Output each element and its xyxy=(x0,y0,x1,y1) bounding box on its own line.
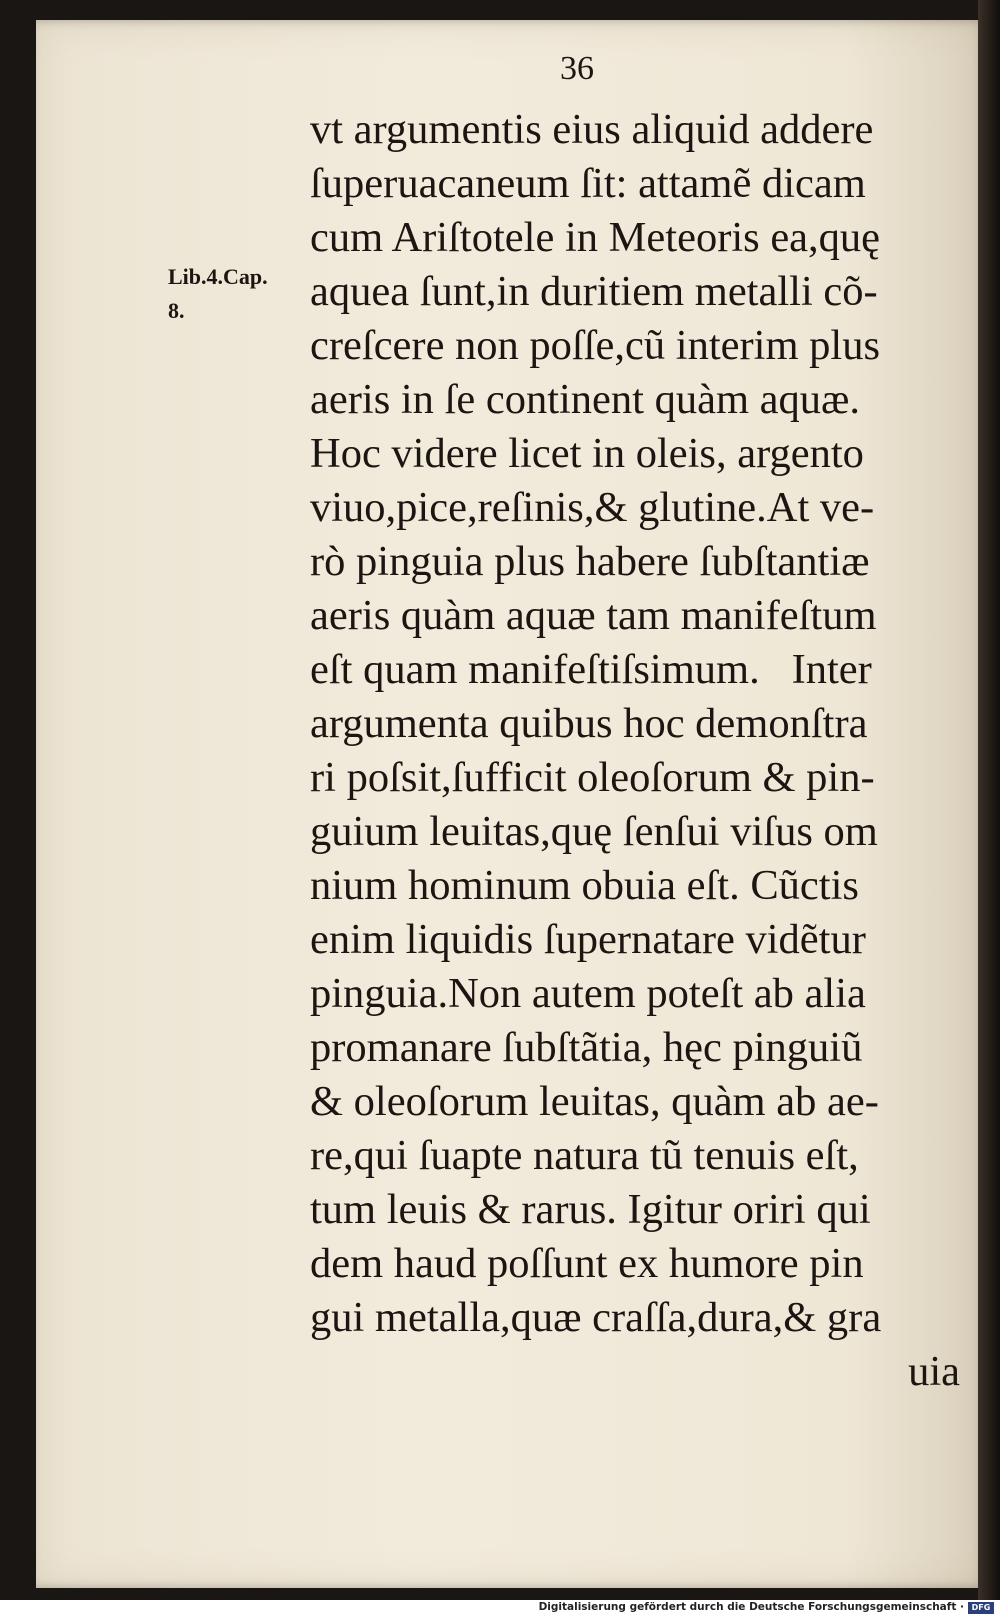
text-line: rò pinguia plus habere ſubſtantiæ xyxy=(310,538,870,585)
text-line: cum Ariſtotele in Meteoris ea,quę xyxy=(310,214,881,261)
page-number: 36 xyxy=(560,50,594,87)
text-line: viuo,pice,reſinis,& glutine.At ve- xyxy=(310,484,875,531)
text-line: aeris quàm aquæ tam manifeſtum xyxy=(310,592,877,639)
text-line: promanare ſubſtãtia, hęc pinguiũ xyxy=(310,1024,863,1071)
margin-note-line: Lib.4.Cap. xyxy=(168,264,268,289)
dfg-logo-icon: DFG xyxy=(968,1602,994,1614)
text-line: creſcere non poſſe,cũ interim plus xyxy=(310,322,880,369)
text-line: nium hominum obuia eſt. Cũctis xyxy=(310,862,859,909)
margin-note xyxy=(168,260,308,328)
body-text xyxy=(310,103,960,1399)
text-line: re,qui ſuapte natura tũ tenuis eſt, xyxy=(310,1132,859,1179)
text-line: eſt quam manifeſtiſsimum. Inter xyxy=(310,646,872,693)
book-edge xyxy=(978,0,1000,1600)
text-line: dem haud poſſunt ex humore pin xyxy=(310,1240,864,1287)
text-line: argumenta quibus hoc demonſtra xyxy=(310,700,868,747)
text-line: aeris in ſe continent quàm aquæ. xyxy=(310,376,860,423)
text-line: Hoc videre licet in oleis, argento xyxy=(310,430,864,477)
text-line: & oleoſorum leuitas, quàm ab ae- xyxy=(310,1078,879,1125)
footer-bar xyxy=(0,1600,1000,1617)
text-line: ſuperuacaneum ſit: attamẽ dicam xyxy=(310,160,866,207)
text-line: tum leuis & rarus. Igitur oriri qui xyxy=(310,1186,871,1233)
footer-credit: Digitalisierung gefördert durch die Deutsche Forschungsgemeinschaft · xyxy=(538,1601,964,1613)
text-line: gui metalla,quæ craſſa,dura,& gra xyxy=(310,1294,882,1341)
text-line: aquea ſunt,in duritiem metalli cõ- xyxy=(310,268,878,315)
text-line: guium leuitas,quę ſenſui viſus om xyxy=(310,808,878,855)
margin-note-line: 8. xyxy=(168,298,185,323)
text-line: enim liquidis ſupernatare vidẽtur xyxy=(310,916,866,963)
text-line: vt argumentis eius aliquid addere xyxy=(310,106,874,153)
text-line: ri poſsit,ſufficit oleoſorum & pin- xyxy=(310,754,875,801)
text-line: pinguia.Non autem poteſt ab alia xyxy=(310,970,866,1017)
catchword: uia xyxy=(908,1348,960,1395)
